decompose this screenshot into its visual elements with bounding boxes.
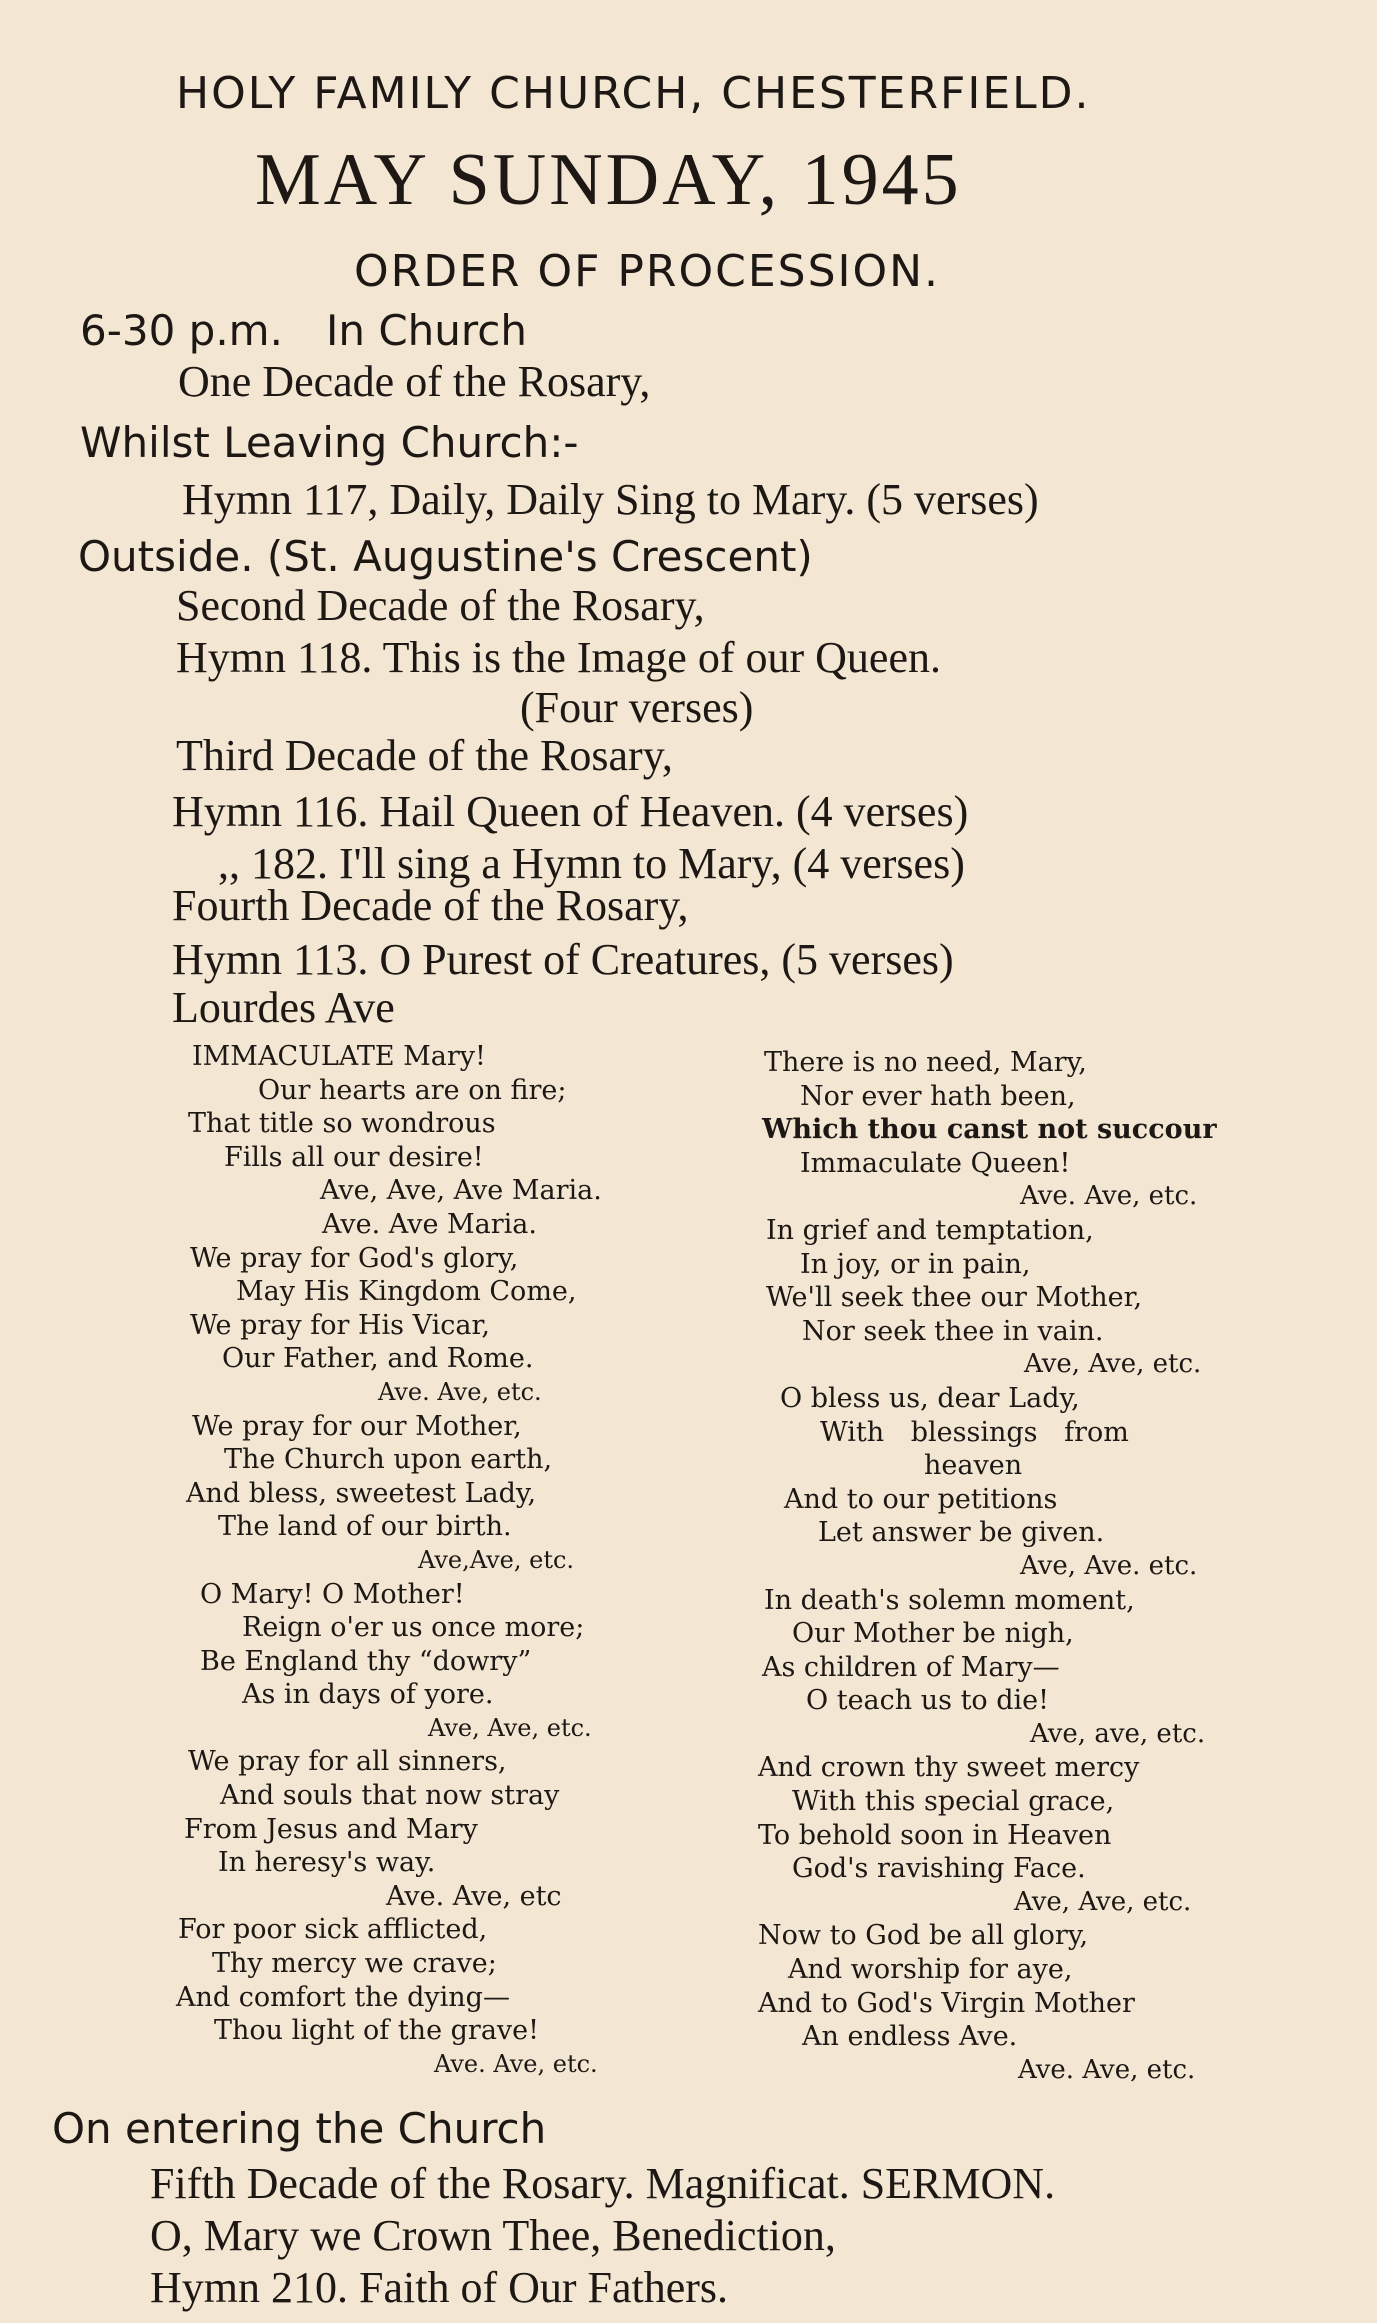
verse-line: Thou light of the grave! — [214, 2015, 540, 2047]
page-subtitle: ORDER OF PROCESSION. — [354, 246, 941, 297]
verse-line: In joy, or in pain, — [800, 1248, 1031, 1280]
verse-line: For poor sick afflicted, — [178, 1914, 488, 1946]
closing-line: Hymn 210. Faith of Our Fathers. — [150, 2263, 729, 2312]
verse-line: We pray for all sinners, — [188, 1746, 507, 1778]
verse-line: Ave,Ave, etc. — [418, 1545, 575, 1574]
verse-line: Nor seek thee in vain. — [802, 1315, 1104, 1347]
verse-line: Ave. Ave, etc — [386, 1880, 562, 1912]
verse-line: Our Father, and Rome. — [222, 1343, 534, 1375]
verse-line: IMMACULATE Mary! — [192, 1041, 486, 1072]
outside-heading: Outside. (St. Augustine's Crescent) — [78, 532, 813, 581]
verse-line: Fills all our desire! — [224, 1141, 484, 1173]
verse-line: Our hearts are on fire; — [258, 1074, 567, 1106]
in-church-label: In Church — [326, 306, 527, 355]
verse-line: Reign o'er us once more; — [242, 1612, 585, 1644]
verse-line: Ave. Ave, etc. — [1020, 1181, 1198, 1212]
verse-line: In heresy's way. — [218, 1847, 436, 1879]
outside-item: Third Decade of the Rosary, — [176, 731, 673, 780]
verse-line: The Church upon earth, — [224, 1444, 553, 1476]
verse-line: Ave, Ave, Ave Maria. — [320, 1175, 602, 1207]
verse-line: And crown thy sweet mercy — [758, 1752, 1140, 1784]
verse-line: Ave. Ave Maria. — [322, 1208, 537, 1240]
verse-line: God's ravishing Face. — [792, 1853, 1086, 1885]
verse-line: We pray for our Mother, — [192, 1410, 522, 1442]
verse-line: The land of our birth. — [218, 1511, 512, 1543]
verse-line: Ave, Ave, etc. — [1024, 1349, 1202, 1380]
verse-line: In death's solemn moment, — [764, 1584, 1135, 1616]
verse-line: We pray for God's glory, — [190, 1242, 519, 1274]
verse-line: There is no need, Mary, — [764, 1047, 1087, 1078]
hymn-left-column — [170, 1040, 602, 2081]
leaving-heading: Whilst Leaving Church:- — [80, 418, 579, 467]
closing-heading: On entering the Church — [52, 2104, 547, 2153]
verse-line: Let answer be given. — [818, 1517, 1105, 1549]
verse-line: And to God's Virgin Mother — [758, 1987, 1135, 2019]
closing-line: O, Mary we Crown Thee, Benediction, — [150, 2211, 836, 2260]
verse-line: An endless Ave. — [802, 2021, 1018, 2053]
verse-line: That title so wondrous — [188, 1108, 496, 1140]
verse-line: Now to God be all glory, — [758, 1920, 1089, 1952]
verse-line: As in days of yore. — [242, 1679, 494, 1711]
verse-line: O bless us, dear Lady, — [780, 1382, 1080, 1414]
verse-line: O Mary! O Mother! — [200, 1578, 465, 1610]
verse-line: We'll seek thee our Mother, — [766, 1282, 1143, 1314]
verse-line: heaven — [924, 1450, 1023, 1482]
outside-item: ,, 182. I'll sing a Hymn to Mary, (4 verses) — [218, 839, 965, 888]
hymn-right-column — [758, 1046, 1217, 2087]
verse-line: Ave, Ave. etc. — [1020, 1550, 1198, 1581]
verse-line: O teach us to die! — [806, 1685, 1049, 1717]
in-church-time: 6-30 p.m. — [80, 306, 283, 355]
verse-line: Our Mother be nigh, — [792, 1618, 1074, 1650]
verse-line: Ave. Ave, etc. — [1018, 2054, 1196, 2085]
verse-line: Ave, Ave, etc. — [1014, 1886, 1192, 1917]
verse-line: May His Kingdom Come, — [236, 1276, 577, 1308]
outside-item: Hymn 116. Hail Queen of Heaven. (4 verses) — [172, 787, 969, 836]
verse-line: And to our petitions — [784, 1483, 1058, 1515]
verse-line: To behold soon in Heaven — [758, 1819, 1112, 1851]
verse-line: Ave. Ave, etc. — [434, 2049, 598, 2078]
verse-line: And bless, sweetest Lady, — [186, 1477, 537, 1509]
outside-item: Fourth Decade of the Rosary, — [172, 881, 689, 930]
verse-line: And worship for aye, — [788, 1954, 1073, 1986]
verse-line: And souls that now stray — [220, 1780, 560, 1812]
verse-line: Which thou canst not succour — [762, 1114, 1217, 1146]
verse-line: With this special grace, — [792, 1786, 1115, 1818]
verse-line: Ave, Ave, etc. — [428, 1713, 592, 1742]
verse-line: Nor ever hath been, — [800, 1080, 1076, 1112]
outside-item: Lourdes Ave — [172, 983, 395, 1032]
verse-line: And comfort the dying— — [176, 1981, 510, 2013]
verse-line: Thy mercy we crave; — [212, 1948, 497, 1980]
verse-line: We pray for His Vicar, — [190, 1309, 490, 1341]
page-title: MAY SUNDAY, 1945 — [255, 139, 962, 221]
outside-item: Second Decade of the Rosary, — [176, 581, 705, 630]
verse-line: Ave, ave, etc. — [1030, 1718, 1206, 1749]
leaving-item: Hymn 117, Daily, Daily Sing to Mary. (5 verses) — [182, 475, 1039, 524]
church-name: HOLY FAMILY CHURCH, CHESTERFIELD. — [176, 68, 1091, 119]
in-church-item: One Decade of the Rosary, — [178, 357, 651, 406]
verse-line: With blessings from — [820, 1416, 1129, 1448]
closing-line: Fifth Decade of the Rosary. Magnificat. SERMON. — [150, 2159, 1056, 2208]
verse-line: From Jesus and Mary — [184, 1813, 478, 1845]
outside-item: Hymn 118. This is the Image of our Queen. — [176, 633, 941, 682]
outside-item: Hymn 113. O Purest of Creatures, (5 verses) — [172, 935, 954, 984]
verse-line: In grief and temptation, — [766, 1214, 1094, 1246]
verse-line: Ave. Ave, etc. — [378, 1377, 542, 1406]
verse-line: Immaculate Queen! — [800, 1147, 1071, 1179]
verse-line: Be England thy “dowry” — [200, 1645, 532, 1677]
verse-line: As children of Mary— — [762, 1651, 1060, 1683]
outside-item: (Four verses) — [520, 683, 754, 732]
